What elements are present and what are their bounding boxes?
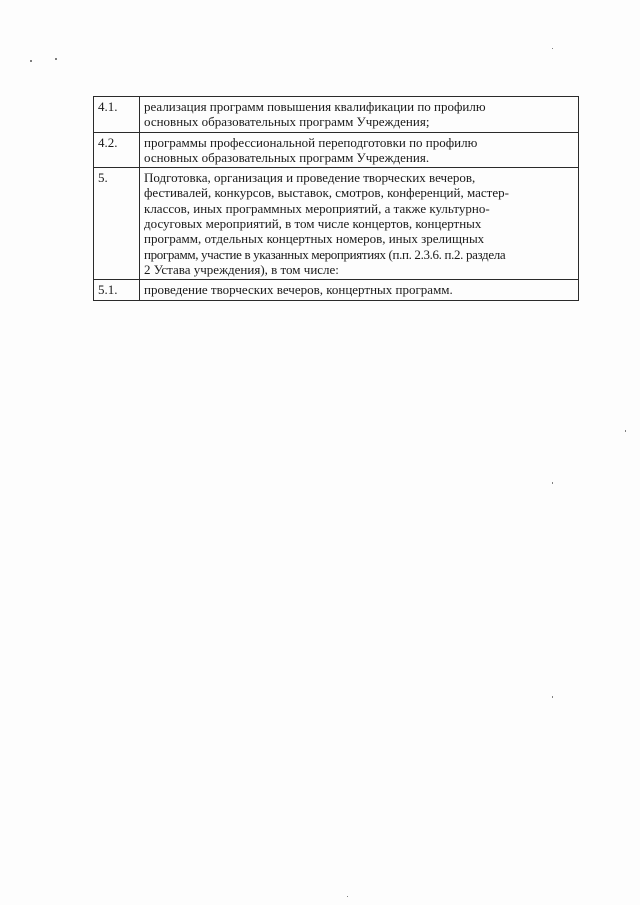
scan-speck: [30, 60, 32, 62]
text-line: основных образовательных программ Учреждения;: [144, 114, 430, 130]
text-line: программ, отдельных концертных номеров, иных зрелищных: [144, 231, 485, 247]
row-text: [140, 132, 579, 168]
scan-speck: [55, 58, 57, 60]
row-number: 4.2.: [94, 132, 140, 168]
row-text: [140, 168, 579, 280]
text-line: программы профессиональной переподготовки по профилю: [144, 134, 478, 150]
text-line: проведение творческих вечеров, концертных программ.: [144, 282, 453, 298]
text-line: реализация программ повышения квалификации по профилю: [144, 99, 486, 114]
row-text: [140, 280, 579, 300]
row-text: [140, 97, 579, 133]
scan-speck: [552, 482, 553, 484]
services-table: [93, 96, 579, 301]
text-line: Подготовка, организация и проведение творческих вечеров,: [144, 170, 476, 186]
text-line: досуговых мероприятий, в том числе концертов, концертных: [144, 216, 482, 232]
table-row: [94, 280, 579, 300]
table-row: [94, 97, 579, 133]
text-line: фестивалей, конкурсов, выставок, смотров, конференций, мастер-: [144, 185, 509, 201]
text-line: 2 Устава учреждения), в том числе:: [144, 261, 339, 277]
scan-speck: [552, 48, 553, 49]
row-number: 5.1.: [94, 280, 140, 300]
table-row: [94, 132, 579, 168]
text-line: классов, иных программных мероприятий, а также культурно-: [144, 200, 490, 216]
table-row: [94, 168, 579, 280]
text-line: основных образовательных программ Учреждения.: [144, 149, 430, 165]
text-line: программ, участие в указанных мероприятиях (п.п. 2.3.6. п.2. раздела: [144, 246, 506, 262]
scan-speck: [625, 430, 626, 432]
row-number: 5.: [94, 168, 140, 280]
scan-speck: [552, 696, 553, 698]
row-number: 4.1.: [94, 97, 140, 133]
scan-speck: [347, 896, 348, 897]
